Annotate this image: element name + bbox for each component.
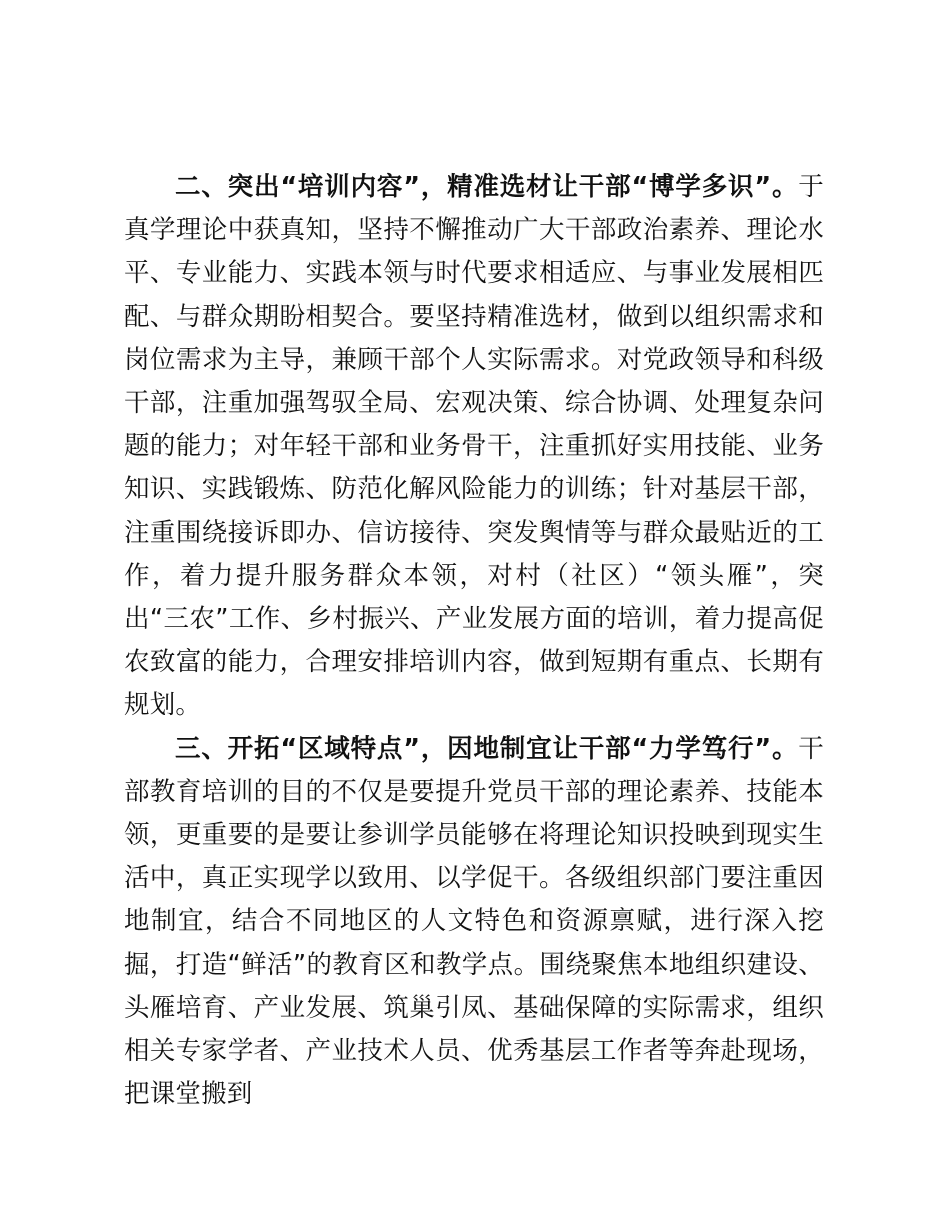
paragraph-heading: 二、突出“培训内容”，精准选材让干部“博学多识”。: [175, 172, 799, 202]
document-body: [124, 166, 824, 1116]
paragraph-heading: 三、开拓“区域特点”，因地制宜让干部“力学笃行”。: [175, 733, 799, 764]
paragraph-body: 干部教育培训的目的不仅是要提升党员干部的理论素养、技能本领，更重要的是要让参训学员能够在将理论知识投映到现实生活中，真正实现学以致用、以学促干。各级组织部门要注重因地制宜，结合不同地区的人文特色和资源禀赋，进行深入挖掘，打造“鲜活”的教育区和教学点。围绕聚焦本地组织建设、头雁培育、产业发展、筑巢引凤、基础保障的实际需求，组织相关专家学者、产业技术人员、优秀基层工作者等奔赴现场，把课堂搬到: [124, 733, 824, 1110]
paragraph-training-content: [124, 166, 824, 728]
paragraph-regional-features: [124, 728, 824, 1117]
paragraph-body: 于真学理论中获真知，坚持不懈推动广大干部政治素养、理论水平、专业能力、实践本领与时代要求相适应、与事业发展相匹配、与群众期盼相契合。要坚持精准选材，做到以组织需求和岗位需求为主导，兼顾干部个人实际需求。对党政领导和科级干部，注重加强驾驭全局、宏观决策、综合协调、处理复杂问题的能力；对年轻干部和业务骨干，注重抓好实用技能、业务知识、实践锻炼、防范化解风险能力的训练；针对基层干部，注重围绕接诉即办、信访接待、突发舆情等与群众最贴近的工作，着力提升服务群众本领，对村（社区）“领头雁”，突出“三农”工作、乡村振兴、产业发展方面的培训，着力提高促农致富的能力，合理安排培训内容，做到短期有重点、长期有规划。: [124, 172, 824, 721]
